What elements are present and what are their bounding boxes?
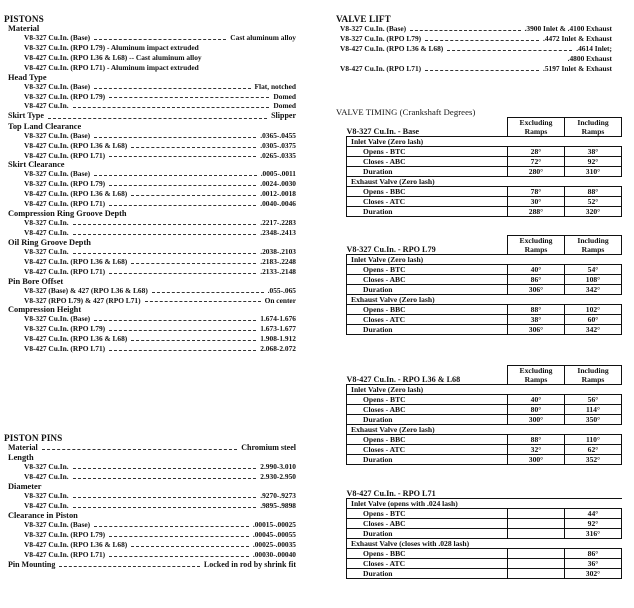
including-ramps-value: 54° <box>565 265 622 275</box>
spec-value: .0265-.0335 <box>260 150 296 160</box>
spec-label: V8-327 Cu.In. (Base) <box>24 33 91 42</box>
spec-label: V8-327 Cu.In. (Base) <box>24 81 91 91</box>
spec-label: V8-427 Cu.In. (RPO L71) <box>24 266 106 276</box>
inlet-valve-heading: Inlet Valve (Zero lash) <box>347 137 622 147</box>
valve-timing-table <box>346 117 622 217</box>
spec-label: V8-427 Cu.In. (RPO L36 & L68) <box>24 539 128 549</box>
including-ramps-value: 52° <box>565 197 622 207</box>
including-ramps-value: 92° <box>565 519 622 529</box>
including-ramps-value: 302° <box>565 569 622 579</box>
timing-event: Opens - BBC <box>347 435 508 445</box>
spec-value: On center <box>264 295 296 305</box>
timing-event: Opens - BTC <box>347 509 508 519</box>
spec-row <box>4 199 296 209</box>
timing-event: Closes - ABC <box>347 157 508 167</box>
excluding-ramps-value: 78° <box>508 187 565 197</box>
spec-value: .00045-.00055 <box>252 529 296 539</box>
timing-event: Opens - BBC <box>347 549 508 559</box>
leader-dots <box>42 443 238 450</box>
spec-heading-row <box>4 443 296 453</box>
valve-lift-row <box>320 34 612 44</box>
spec-heading: Material <box>8 443 38 452</box>
spec-value: .2133-.2148 <box>260 266 296 276</box>
spec-label: V8-327 Cu.In. <box>24 491 69 501</box>
leader-dots <box>59 560 200 567</box>
spec-value: .00025-.00035 <box>252 539 296 549</box>
spec-row <box>4 334 296 344</box>
valve-lift-value: .4614 Inlet; <box>576 43 612 53</box>
including-ramps-value: 110° <box>565 435 622 445</box>
spec-row <box>4 151 296 161</box>
timing-row <box>347 445 622 455</box>
engine-name: V8-327 Cu.In. - Base <box>347 118 508 137</box>
excluding-ramps-value <box>508 529 565 539</box>
timing-row <box>347 207 622 217</box>
leader-dots <box>94 131 256 138</box>
spec-row <box>4 179 296 189</box>
spec-row <box>4 43 296 53</box>
timing-row <box>347 519 622 529</box>
including-ramps-value: 56° <box>565 395 622 405</box>
timing-event: Opens - BBC <box>347 305 508 315</box>
spec-label: V8-327 Cu.In. <box>24 462 69 472</box>
leader-dots <box>131 540 249 547</box>
spec-value: .0305-.0375 <box>260 140 296 150</box>
spec-value: 1.673-1.677 <box>260 324 296 334</box>
excluding-ramps-value: 72° <box>508 157 565 167</box>
spec-row <box>4 131 296 141</box>
valve-lift-engine: V8-327 Cu.In. (RPO L79) <box>340 33 422 43</box>
including-ramps-value: 38° <box>565 147 622 157</box>
timing-row <box>347 187 622 197</box>
spec-row <box>4 462 296 472</box>
including-ramps-value: 92° <box>565 157 622 167</box>
valve-timing-table <box>346 235 622 335</box>
leader-dots <box>94 33 226 40</box>
leader-dots <box>109 267 256 274</box>
timing-row <box>347 265 622 275</box>
leader-dots <box>94 169 257 176</box>
spec-row <box>4 141 296 151</box>
timing-row <box>347 455 622 465</box>
including-ramps-value: 350° <box>565 415 622 425</box>
spec-value: .2183-.2248 <box>260 256 296 266</box>
spec-row <box>4 247 296 257</box>
leader-dots <box>94 82 250 89</box>
leader-dots <box>73 228 257 235</box>
spec-row <box>4 228 296 238</box>
timing-row <box>347 285 622 295</box>
leader-dots <box>109 324 256 331</box>
spec-value: .2038-.2103 <box>260 246 296 256</box>
timing-event: Opens - BTC <box>347 395 508 405</box>
excluding-ramps-value: 306° <box>508 325 565 335</box>
spec-heading: Head Type <box>8 72 47 82</box>
timing-row <box>347 157 622 167</box>
excluding-ramps-value <box>508 559 565 569</box>
leader-dots <box>73 491 257 498</box>
col-including-ramps: Including Ramps <box>565 118 622 137</box>
spec-label: V8-327 Cu.In. (Base) <box>24 130 91 140</box>
excluding-ramps-value: 80° <box>508 405 565 415</box>
excluding-ramps-value: 288° <box>508 207 565 217</box>
timing-row <box>347 395 622 405</box>
spec-heading: Clearance in Piston <box>8 511 78 521</box>
spec-row <box>4 530 296 540</box>
timing-row <box>347 405 622 415</box>
timing-event: Closes - ATC <box>347 559 508 569</box>
section-title: PISTON PINS <box>4 433 63 443</box>
including-ramps-value: 320° <box>565 207 622 217</box>
excluding-ramps-value: 38° <box>508 315 565 325</box>
leader-dots <box>109 179 256 186</box>
leader-dots <box>344 54 564 61</box>
valve-lift-value: .4800 Exhaust <box>567 53 612 63</box>
engine-name: V8-427 Cu.In. - RPO L36 & L68 <box>347 366 508 385</box>
valve-lift-value: .3900 Inlet & .4100 Exhaust <box>524 24 612 33</box>
excluding-ramps-value: 88° <box>508 305 565 315</box>
col-including-ramps: Including Ramps <box>565 366 622 385</box>
spec-label: V8-327 Cu.In. (Base) <box>24 520 91 530</box>
including-ramps-value: 316° <box>565 529 622 539</box>
excluding-ramps-value: 88° <box>508 435 565 445</box>
spec-label: V8-427 Cu.In. (RPO L71) <box>24 150 106 160</box>
spec-row <box>4 63 296 73</box>
timing-event: Opens - BBC <box>347 187 508 197</box>
timing-row <box>347 147 622 157</box>
including-ramps-value: 62° <box>565 445 622 455</box>
spec-label: V8-327 Cu.In. <box>24 218 69 228</box>
spec-value: .0012-.0018 <box>260 189 296 199</box>
timing-event: Duration <box>347 415 508 425</box>
spec-value: .2348-.2413 <box>260 228 296 237</box>
spec-heading: Skirt Clearance <box>8 160 65 170</box>
timing-row <box>347 559 622 569</box>
spec-heading: Material <box>8 24 40 33</box>
spec-value: .0365-.0455 <box>260 130 296 140</box>
piston-pins-section <box>4 433 296 570</box>
spec-value: .0024-.0030 <box>260 179 296 189</box>
excluding-ramps-value <box>508 549 565 559</box>
spec-row <box>4 169 296 179</box>
spec-label: V8-327 Cu.In. (RPO L79) <box>24 91 106 101</box>
excluding-ramps-value: 86° <box>508 275 565 285</box>
leader-dots <box>425 64 539 71</box>
spec-label: V8-427 Cu.In. (RPO L71) <box>24 344 106 354</box>
spec-heading: Top Land Clearance <box>8 121 82 131</box>
spec-label: V8-427 Cu.In. (RPO L71) - Aluminum impact extruded <box>24 62 199 72</box>
including-ramps-value: 352° <box>565 455 622 465</box>
spec-value: Slipper <box>271 111 296 121</box>
spec-row <box>4 520 296 530</box>
excluding-ramps-value: 300° <box>508 455 565 465</box>
spec-label: V8-427 Cu.In. (RPO L71) <box>24 549 106 559</box>
spec-row <box>4 540 296 550</box>
valve-lift-row <box>320 64 612 74</box>
excluding-ramps-value: 30° <box>508 197 565 207</box>
spec-heading: Length <box>8 453 34 463</box>
spec-row <box>4 92 296 102</box>
excluding-ramps-value <box>508 519 565 529</box>
valve-lift-list <box>320 24 612 74</box>
piston-pins-spec-list <box>4 443 296 570</box>
timing-row <box>347 549 622 559</box>
spec-heading-row <box>4 560 296 570</box>
timing-event: Closes - ATC <box>347 445 508 455</box>
spec-heading: Oil Ring Groove Depth <box>8 237 91 247</box>
spec-row <box>4 53 296 63</box>
excluding-ramps-value: 306° <box>508 285 565 295</box>
section-title: PISTONS <box>4 14 44 24</box>
timing-row <box>347 197 622 207</box>
leader-dots <box>73 101 270 108</box>
timing-event: Duration <box>347 325 508 335</box>
spec-heading-row <box>4 111 296 121</box>
including-ramps-value: 108° <box>565 275 622 285</box>
spec-row <box>4 257 296 267</box>
timing-event: Duration <box>347 569 508 579</box>
spec-value: .055-.065 <box>267 285 296 295</box>
leader-dots <box>109 92 269 99</box>
timing-event: Closes - ABC <box>347 405 508 415</box>
timing-event: Duration <box>347 455 508 465</box>
excluding-ramps-value: 40° <box>508 395 565 405</box>
including-ramps-value: 44° <box>565 509 622 519</box>
spec-value: .00015-.00025 <box>252 520 296 530</box>
spec-row <box>4 550 296 560</box>
valve-lift-row <box>320 44 612 54</box>
spec-label: V8-327 Cu.In. (RPO L79) <box>24 179 106 189</box>
including-ramps-value: 342° <box>565 285 622 295</box>
spec-heading: Pin Mounting <box>8 559 56 569</box>
including-ramps-value: 86° <box>565 549 622 559</box>
valve-lift-value: .4472 Inlet & Exhaust <box>543 33 612 43</box>
leader-dots <box>73 472 257 479</box>
valve-lift-row <box>320 54 612 64</box>
valve-timing-table <box>346 365 622 465</box>
timing-row <box>347 167 622 177</box>
pistons-spec-list <box>4 24 296 354</box>
spec-row <box>4 314 296 324</box>
spec-row <box>4 218 296 228</box>
spec-row <box>4 472 296 482</box>
spec-label: V8-427 Cu.In. (RPO L36 & L68) <box>24 189 128 199</box>
spec-value: 2.068-2.072 <box>260 344 296 354</box>
leader-dots <box>131 189 256 196</box>
leader-dots <box>131 334 256 341</box>
spec-label: V8-427 Cu.In. (RPO L36 & L68) -- Cast aluminum alloy <box>24 52 202 62</box>
spec-row <box>4 33 296 43</box>
timing-event: Closes - ATC <box>347 315 508 325</box>
leader-dots <box>73 462 257 469</box>
spec-label: V8-427 Cu.In. <box>24 228 69 237</box>
inlet-valve-heading: Inlet Valve (Zero lash) <box>347 255 622 265</box>
leader-dots <box>131 141 256 148</box>
spec-row <box>4 189 296 199</box>
excluding-ramps-value <box>508 569 565 579</box>
timing-row <box>347 529 622 539</box>
timing-event: Closes - ABC <box>347 519 508 529</box>
leader-dots <box>48 111 267 118</box>
including-ramps-value: 342° <box>565 325 622 335</box>
excluding-ramps-value <box>508 509 565 519</box>
timing-event: Opens - BTC <box>347 265 508 275</box>
timing-row <box>347 305 622 315</box>
timing-event: Duration <box>347 207 508 217</box>
spec-value: Locked in rod by shrink fit <box>203 559 296 569</box>
leader-dots <box>94 314 256 321</box>
timing-event: Opens - BTC <box>347 147 508 157</box>
spec-label: V8-427 Cu.In. (RPO L36 & L68) <box>24 140 128 150</box>
spec-value: 1.908-1.912 <box>260 334 296 344</box>
spec-label: V8-327 Cu.In. (RPO L79) - Aluminum impact extruded <box>24 42 199 52</box>
section-title: VALVE TIMING (Crankshaft Degrees) <box>336 107 476 117</box>
leader-dots <box>109 344 256 351</box>
spec-value: Flat, notched <box>254 81 296 91</box>
inlet-valve-heading: Inlet Valve (Zero lash) <box>347 385 622 395</box>
spec-value: 2.990-3.010 <box>260 462 296 472</box>
leader-dots <box>73 501 257 508</box>
valve-lift-section <box>336 14 612 74</box>
col-excluding-ramps: Excluding Ramps <box>508 236 565 255</box>
spec-label: V8-327 Cu.In. (RPO L79) <box>24 529 106 539</box>
exhaust-valve-heading: Exhaust Valve (Zero lash) <box>347 177 622 187</box>
spec-label: V8-427 Cu.In. (RPO L36 & L68) <box>24 256 128 266</box>
leader-dots <box>131 257 256 264</box>
excluding-ramps-value: 40° <box>508 265 565 275</box>
timing-event: Duration <box>347 167 508 177</box>
spec-value: Domed <box>273 91 296 101</box>
spec-row <box>4 296 296 306</box>
spec-value: .9270-.9273 <box>260 491 296 501</box>
valve-lift-value: .5197 Inlet & Exhaust <box>543 63 612 73</box>
spec-heading: Compression Ring Groove Depth <box>8 209 127 219</box>
col-excluding-ramps: Excluding Ramps <box>508 366 565 385</box>
including-ramps-value: 88° <box>565 187 622 197</box>
valve-lift-engine: V8-327 Cu.In. (Base) <box>340 24 407 33</box>
valve-timing-section <box>336 107 632 578</box>
leader-dots <box>73 218 257 225</box>
exhaust-valve-heading: Exhaust Valve (Zero lash) <box>347 295 622 305</box>
timing-event: Duration <box>347 285 508 295</box>
spec-label: V8-427 Cu.In. <box>24 472 69 482</box>
spec-value: Chromium steel <box>241 443 296 452</box>
spec-row <box>4 267 296 277</box>
engine-name: V8-327 Cu.In. - RPO L79 <box>347 236 508 255</box>
spec-value: .2217-.2283 <box>260 218 296 228</box>
spec-value: .0005-.0011 <box>260 169 296 179</box>
leader-dots <box>109 151 256 158</box>
exhaust-valve-heading: Exhaust Valve (closes with .028 lash) <box>347 539 622 549</box>
exhaust-valve-heading: Exhaust Valve (Zero lash) <box>347 425 622 435</box>
spec-row <box>4 501 296 511</box>
spec-label: V8-327 (RPO L79) & 427 (RPO L71) <box>24 295 141 305</box>
leader-dots <box>447 44 572 51</box>
spec-value: Domed <box>273 101 296 111</box>
including-ramps-value: 114° <box>565 405 622 415</box>
leader-dots <box>73 247 257 254</box>
spec-row <box>4 344 296 354</box>
spec-label: V8-427 Cu.In. <box>24 501 69 511</box>
excluding-ramps-value: 300° <box>508 415 565 425</box>
spec-row <box>4 286 296 296</box>
leader-dots <box>145 296 261 303</box>
section-title: VALVE LIFT <box>336 14 391 24</box>
engine-name: V8-427 Cu.In. - RPO L71 <box>347 489 622 499</box>
leader-dots <box>109 550 249 557</box>
excluding-ramps-value: 280° <box>508 167 565 177</box>
timing-row <box>347 325 622 335</box>
spec-label: V8-427 Cu.In. <box>24 101 69 111</box>
leader-dots <box>152 286 264 293</box>
spec-label: V8-327 Cu.In. (RPO L79) <box>24 324 106 334</box>
including-ramps-value: 102° <box>565 305 622 315</box>
timing-event: Closes - ABC <box>347 275 508 285</box>
spec-label: V8-327 Cu.In. (Base) <box>24 314 91 324</box>
timing-row <box>347 569 622 579</box>
spec-row <box>4 82 296 92</box>
valve-lift-engine: V8-427 Cu.In. (RPO L71) <box>340 63 422 73</box>
spec-value: .9895-.9898 <box>260 501 296 511</box>
leader-dots <box>94 520 249 527</box>
spec-label: V8-327 Cu.In. (Base) <box>24 169 91 179</box>
spec-label: V8-327 Cu.In. <box>24 246 69 256</box>
pistons-section <box>4 14 296 354</box>
valve-lift-engine: V8-427 Cu.In. (RPO L36 & L68) <box>340 43 444 53</box>
spec-heading: Compression Height <box>8 305 82 315</box>
spec-value: 1.674-1.676 <box>260 314 296 324</box>
valve-timing-table <box>346 489 622 579</box>
spec-row <box>4 101 296 111</box>
spec-value: Cast aluminum alloy <box>230 33 296 42</box>
spec-heading: Pin Bore Offset <box>8 276 64 286</box>
timing-row <box>347 415 622 425</box>
spec-label: V8-427 Cu.In. (RPO L36 & L68) <box>24 334 128 344</box>
spec-value: 2.930-2.950 <box>260 472 296 482</box>
timing-row <box>347 509 622 519</box>
spec-value: .00030-.00040 <box>252 549 296 559</box>
excluding-ramps-value: 32° <box>508 445 565 455</box>
spec-row <box>4 324 296 334</box>
leader-dots <box>425 34 539 41</box>
col-including-ramps: Including Ramps <box>565 236 622 255</box>
spec-label: V8-427 Cu.In. (RPO L71) <box>24 199 106 209</box>
timing-row <box>347 275 622 285</box>
including-ramps-value: 310° <box>565 167 622 177</box>
leader-dots <box>109 530 249 537</box>
spec-heading: Skirt Type <box>8 111 44 121</box>
spec-label: V8-327 (Base) & 427 (RPO L36 & L68) <box>24 285 148 295</box>
spec-value: .0040-.0046 <box>260 199 296 209</box>
spec-heading: Diameter <box>8 482 42 492</box>
timing-event: Closes - ATC <box>347 197 508 207</box>
timing-event: Duration <box>347 529 508 539</box>
spec-row <box>4 491 296 501</box>
timing-row <box>347 435 622 445</box>
leader-dots <box>109 199 256 206</box>
timing-row <box>347 315 622 325</box>
including-ramps-value: 36° <box>565 559 622 569</box>
col-excluding-ramps: Excluding Ramps <box>508 118 565 137</box>
excluding-ramps-value: 28° <box>508 147 565 157</box>
including-ramps-value: 60° <box>565 315 622 325</box>
leader-dots <box>410 24 520 31</box>
valve-lift-row <box>320 24 612 34</box>
inlet-valve-heading: Inlet Valve (opens with .024 lash) <box>347 499 622 509</box>
